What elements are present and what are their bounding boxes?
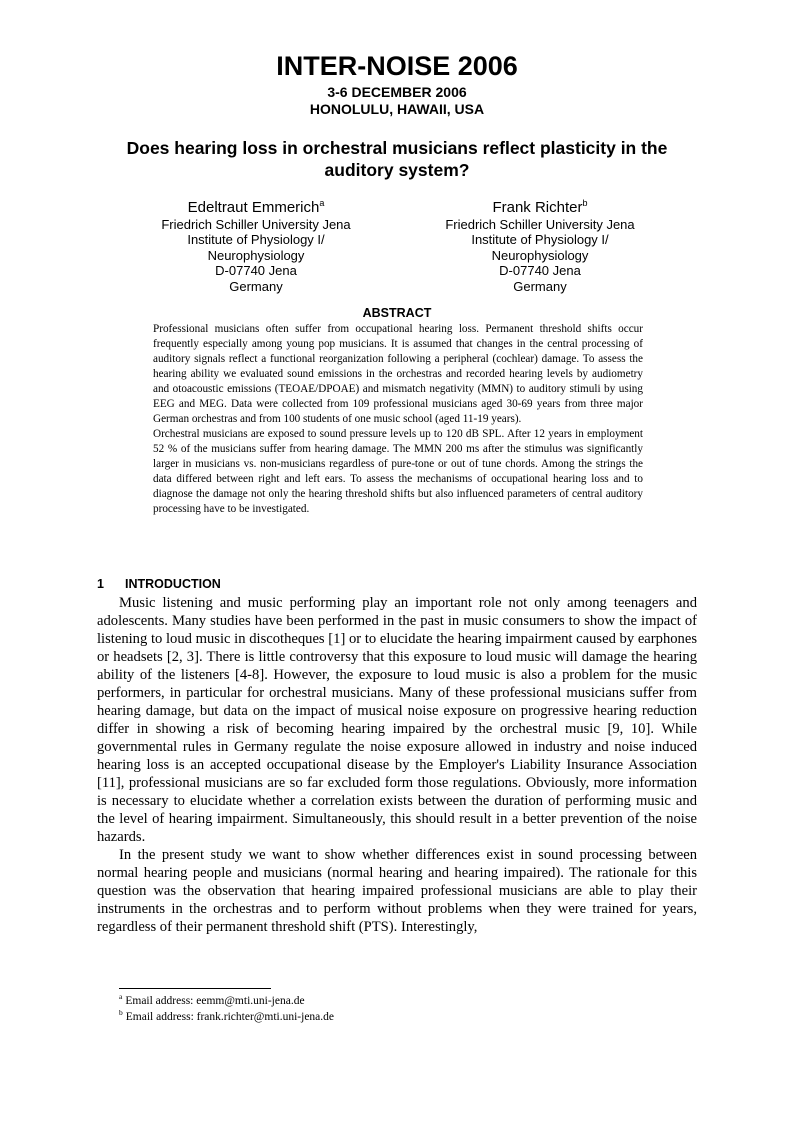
footnote-b <box>119 1010 334 1024</box>
affiliation-department: Neurophysiology <box>207 247 305 263</box>
footnote-mark: a <box>119 992 123 1002</box>
body-paragraph: Music listening and music performing play an important role not only among teenagers and adolescents. Many studies have been performed in the past in music consumers to show the impact of listening to loud music in discotheques [1] or to elucidate the hearing impairment caused by earphones or headsets [2, 3]. There is little controversy that this exposure to loud music will damage the hearing ability of the listeners [4-8]. However, the exposure to loud music is also a problem for the music performers, in particular for orchestral musicians. Many of these professional musicians suffer from hearing damage, but data on the impact of musical noise exposure on progressive hearing reduction differ in showing a risk of becoming hearing impaired by the orchestral music [9, 10]. While governmental rules in Germany regulate the noise exposure allowed in industry and noise induced hearing loss is an accepted occupational disease by the Employer's Liability Insurance Association [11], professional musicians are so far excluded form those regulations. Obviously, more information is necessary to elucidate whether a correlation exists between the duration of performing music and the level of hearing impairment. Simultaneously, this should result in a better prevention of the noise hazards. <box>97 595 697 845</box>
conference-title: INTER-NOISE 2006 <box>276 51 518 81</box>
section-title: INTRODUCTION <box>125 577 221 591</box>
author-block-richter <box>390 199 690 294</box>
section-number: 1 <box>97 577 104 591</box>
affiliation-institute: Institute of Physiology I/ <box>471 232 609 248</box>
footnote-a <box>119 994 305 1008</box>
abstract-body <box>153 322 643 517</box>
abstract-heading: ABSTRACT <box>362 306 432 320</box>
affiliation-country: Germany <box>229 278 283 294</box>
abstract-paragraph: Orchestral musicians are exposed to sound pressure levels up to 120 dB SPL. After 12 years in employment 52 % of the musicians suffer from hearing damage. The MMN 200 ms after the stimulus was significantly larger in musicians vs. non-musicians regardless of pure-tone or out of tune chords. Among the strings the data differed between right and left ears. To assess the mechanisms of occupational hearing loss and to diagnose the damage not only the hearing threshold shifts but also influenced parameters of central auditory processing have to be investigated. <box>153 428 643 515</box>
author-name: Frank Richter <box>492 199 583 216</box>
footnote-text: Email address: frank.richter@mti.uni-jena.de <box>125 1011 335 1023</box>
affiliation-university: Friedrich Schiller University Jena <box>161 217 351 232</box>
conference-location: HONOLULU, HAWAII, USA <box>309 101 485 117</box>
body-paragraph: In the present study we want to show whether differences exist in sound processing between normal hearing people and musicians (normal hearing and hearing impaired). The rationale for this question was the observation that hearing impaired professional musicians are able to play their instruments in the orchestras and to perform without problems when they were trained for years, regardless of their permanent threshold shift (PTS). Interestingly, <box>97 847 697 935</box>
affiliation-city: D-07740 Jena <box>215 263 297 279</box>
affiliation-institute: Institute of Physiology I/ <box>187 232 325 248</box>
conference-date: 3-6 DECEMBER 2006 <box>327 84 467 100</box>
author-name-line <box>106 199 406 217</box>
author-footnote-mark: a <box>319 198 325 208</box>
affiliation-country: Germany <box>513 278 567 294</box>
author-block-emmerich <box>106 199 406 294</box>
affiliation-city: D-07740 Jena <box>499 263 581 279</box>
paper-title: Does hearing loss in orchestral musicians reflect plasticity in the auditory system? <box>126 138 668 180</box>
affiliation-department: Neurophysiology <box>491 247 589 263</box>
introduction-body <box>97 594 697 936</box>
section-heading-introduction <box>97 577 221 591</box>
footnote-divider <box>119 988 271 989</box>
footnote-mark: b <box>119 1008 123 1018</box>
abstract-paragraph: Professional musicians often suffer from occupational hearing loss. Permanent threshold shifts occur frequently especially among young pop musicians. It is assumed that changes in the central processing of auditory signals reflect a functional reorganization following a peripheral (cochlear) damage. To assess the hearing ability we evaluated sound emissions in the orchestras and recorded hearing levels by audiometry and otoacoustic emissions (TEOAE/DPOAE) and mismatch negativity (MMN) to auditory stimuli by using EEG and MEG. Data were collected from 109 professional musicians aged 30-69 years from three major German orchestras and from 100 students of one music school (aged 11-19 years). <box>153 323 643 425</box>
author-name: Edeltraut Emmerich <box>187 199 320 216</box>
footnote-text: Email address: eemm@mti.uni-jena.de <box>125 995 305 1007</box>
author-footnote-mark: b <box>582 198 588 208</box>
author-name-line <box>390 199 690 217</box>
affiliation-university: Friedrich Schiller University Jena <box>445 217 635 232</box>
